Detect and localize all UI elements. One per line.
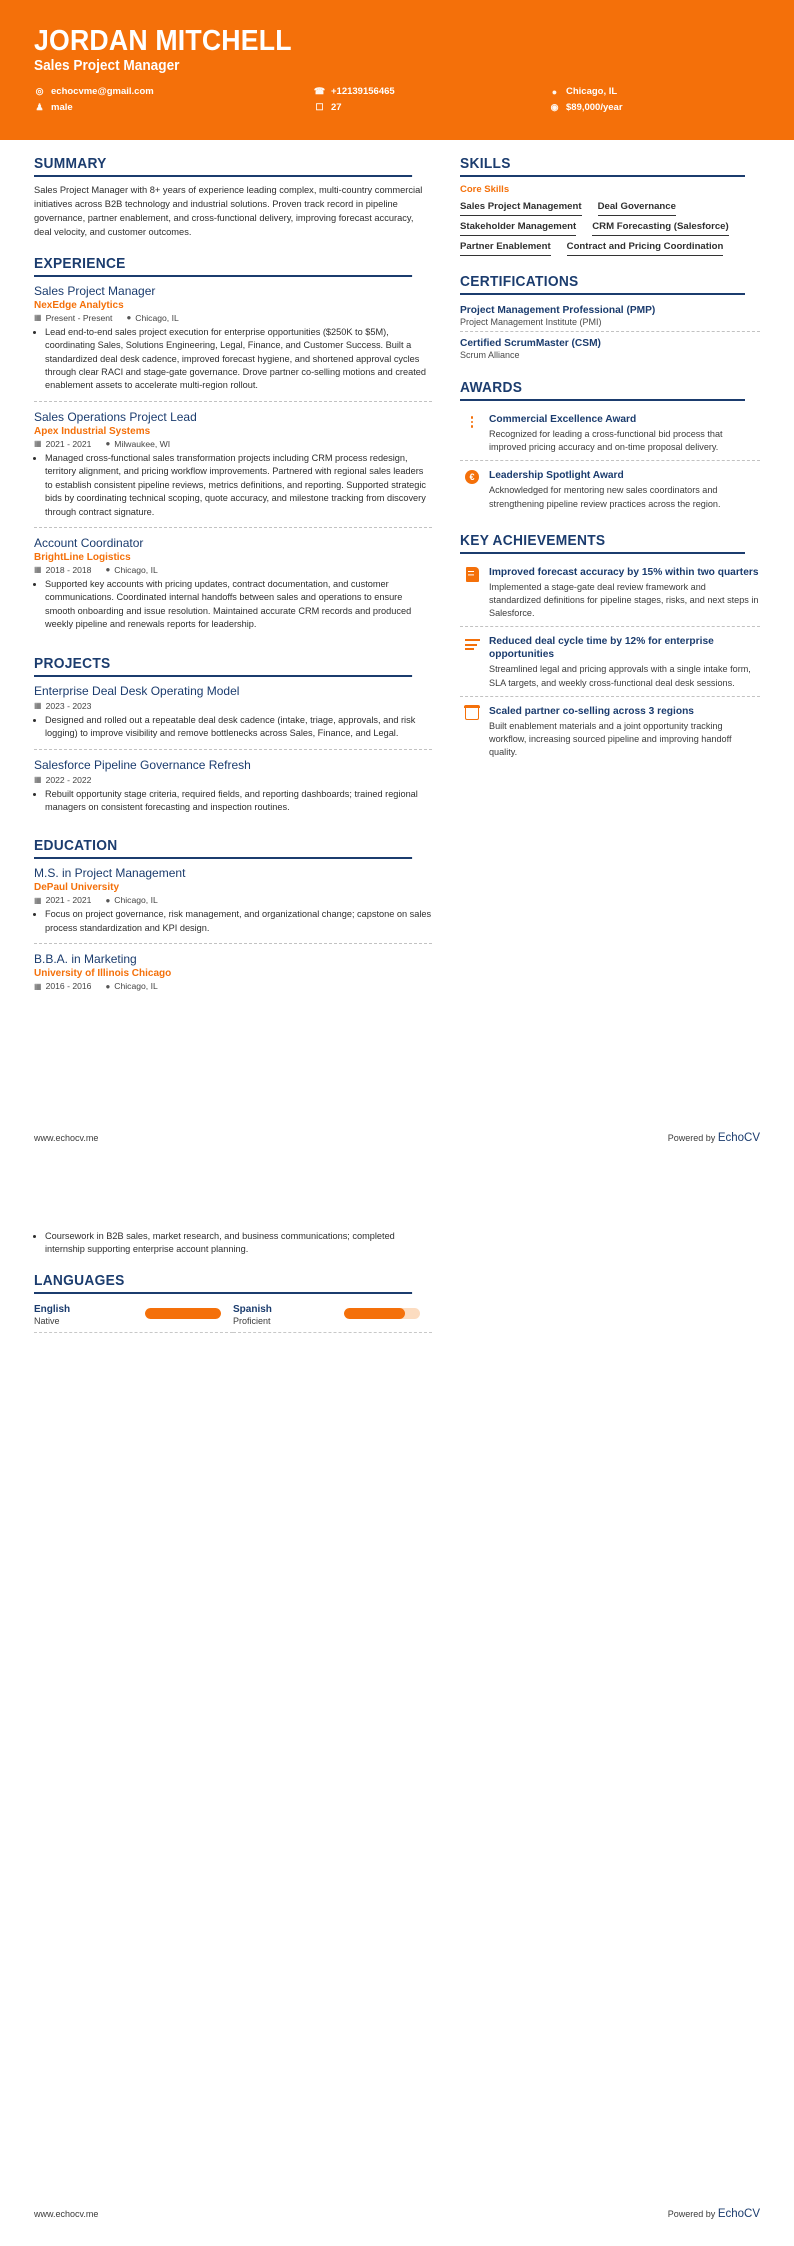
skills-list [460,198,760,258]
language-proficiency-bar [344,1308,420,1319]
entry-location: ● Chicago, IL [105,895,158,906]
education-title: EDUCATION [34,838,412,859]
entry-role: Sales Project Manager [34,283,156,298]
calendar-icon: ▦ [34,981,42,991]
section-languages [34,1273,432,1333]
certification-name: Certified ScrumMaster (CSM) [460,338,601,349]
language-level: Proficient [233,1315,271,1326]
entry-location: ● Chicago, IL [105,564,158,575]
bullet: • Managed cross-functional sales transformation projects including CRM process redesign, territory alignment, and pricing workflow improvements. Partnered with regional sales leaders to establish consistent pipeline reviews, metrics definitions, and reporting. Supported strategic bids by coordinating technical scoping, quote accuracy, and milestone tracking from discovery through contract signature. [45,452,432,519]
certifications-title: CERTIFICATIONS [460,274,745,295]
education-entry [34,943,432,1001]
education-entry [34,866,432,943]
footer-brand [668,1132,760,1144]
entry-company: NexEdge Analytics [34,299,124,311]
award-name: Leadership Spotlight Award [489,470,624,482]
award-item [460,408,760,460]
right-column-page2 [460,1230,760,1349]
contact-gender [34,102,314,113]
entry-dates: ▦ Present - Present [34,312,113,323]
section-certifications [460,274,760,364]
entry-dates: ▦ 2023 - 2023 [34,700,92,711]
entry-bullets [34,1230,432,1257]
bullet: • Designed and rolled out a repeatable deal desk cadence (intake, triage, approvals, and risk logging) to improve visibility and remove bottlenecks across Sales, Finance, and Legal. [45,714,432,741]
award-name: Commercial Excellence Award [489,414,637,425]
salary-icon: ◉ [550,102,559,113]
person-icon: ♟ [35,102,44,113]
section-projects [34,656,432,823]
certification-issuer: Scrum Alliance [460,350,520,360]
entry-location: ● Milwaukee, WI [105,438,171,449]
language-level: Native [34,1315,60,1326]
certification-item [460,302,760,331]
list-lines-icon [464,635,480,689]
bullet: • Coursework in B2B sales, market research, and business communications; completed internship supporting enterprise account planning. [45,1230,432,1257]
skill-item: Contract and Pricing Coordination [567,238,724,256]
entry-company: BrightLine Logistics [34,551,131,563]
skills-category: Core Skills [460,184,510,195]
award-item [460,460,760,516]
section-skills [460,156,760,258]
left-column-page2 [34,1230,432,1349]
location-pin-icon: ● [105,439,111,449]
achievement-description: Streamlined legal and pricing approvals with a single intake form, SLA targets, and weekly cross-functional deal desk sessions. [489,664,751,688]
section-awards [460,380,760,517]
contact-location-value: Chicago, IL [566,86,618,98]
bullet: • Supported key accounts with pricing updates, contract documentation, and customer communications. Coordinated internal handoffs between sales and operations to ensure smooth onboarding and issue resolution. Maintained accurate CRM records and produced weekly pipeline and renewals reports for leadership. [45,578,432,632]
entry-bullets [34,908,432,935]
entry-bullets [34,452,432,519]
language-name: Spanish [233,1303,272,1315]
location-pin-icon: ● [105,981,111,991]
awards-title: AWARDS [460,380,745,401]
contact-phone [314,86,549,97]
achievement-name: Scaled partner co-selling across 3 regions [489,705,694,717]
contact-email [34,86,314,97]
certification-item [460,331,760,364]
summary-text: Sales Project Manager with 8+ years of experience leading complex, multi-country commercial initiatives across B2B technology and industrial solutions. Proven track record in pipeline governance, partner enablement, and cross-functional delivery, improving forecast accuracy, deal velocity, and customer outcomes. [34,185,423,237]
experience-entry [34,284,432,401]
footer-website[interactable]: www.echocv.me [34,2209,99,2219]
right-column [460,156,760,1017]
certification-issuer: Project Management Institute (PMI) [460,317,602,327]
entry-bullets [34,788,432,815]
footer-website[interactable]: www.echocv.me [34,1133,99,1143]
calendar-icon: ▦ [34,775,42,784]
entry-meta [34,775,432,785]
candidate-job-title: Sales Project Manager [34,58,180,75]
entry-degree: B.B.A. in Marketing [34,952,137,967]
skill-item: Sales Project Management [460,198,582,216]
experience-entry [34,401,432,527]
footer-brand-name: EchoCV [717,1132,760,1144]
skill-item: Partner Enablement [460,238,551,256]
bullet: • Lead end-to-end sales project execution for enterprise opportunities ($250K to $5M), coordinating Sales, Solutions Engineering, Legal, Finance, and Customer Success. Built a standardized deal desk cadence, improved forecast hygiene, and shortened approval cycles through clear RACI and stage-gate governance. Drove partner co-selling motions and created enablement assets to accelerate multi-region rollout. [45,326,432,393]
entry-dates: ▦ 2016 - 2016 [34,981,92,992]
section-key-achievements [460,533,760,766]
summary-title: SUMMARY [34,156,412,177]
entry-bullets [34,326,432,393]
education-continued [34,1230,432,1257]
document-icon [464,566,480,621]
entry-location: ● Chicago, IL [105,981,158,992]
experience-entry [34,527,432,640]
experience-title: EXPERIENCE [34,256,412,277]
contact-age-value: 27 [331,102,342,114]
languages-title: LANGUAGES [34,1273,412,1294]
achievement-item [460,626,760,695]
calendar-icon: ▦ [34,895,42,905]
page-footer [34,2208,760,2220]
footer-powered-label: Powered by [667,2209,718,2219]
resume-header [0,0,794,140]
calendar-icon: ▦ [34,313,42,323]
resume-body-page2 [0,1170,794,1349]
achievement-item [460,696,760,766]
language-item [34,1301,233,1333]
language-name: English [34,1303,71,1315]
entry-dates: ▦ 2021 - 2021 [34,895,92,906]
contact-salary-value: $89,000/year [566,102,623,114]
contact-location [549,86,760,97]
location-pin-icon: ● [126,313,132,323]
entry-dates: ▦ 2022 - 2022 [34,774,92,785]
achievement-name: Improved forecast accuracy by 15% within two quarters [489,566,759,578]
section-education [34,838,432,1001]
calendar-icon: ▦ [34,439,42,449]
bullet: • Rebuilt opportunity stage criteria, required fields, and reporting dashboards; trained regional managers on consistent forecasting and inspection routines. [45,788,432,815]
entry-role: Salesforce Pipeline Governance Refresh [34,757,251,772]
skill-item: Deal Governance [598,198,676,216]
entry-meta [34,565,432,575]
achievement-description: Built enablement materials and a joint opportunity tracking workflow, increasing sourced pipeline and improving handoff quality. [489,720,732,758]
entry-bullets [34,578,432,632]
entry-meta [34,981,432,991]
skills-title: SKILLS [460,156,745,177]
footer-brand [668,2208,760,2220]
page-footer [34,1132,760,1144]
entry-company: Apex Industrial Systems [34,425,151,437]
candidate-name: JORDAN MITCHELL [34,25,292,57]
project-entry [34,684,432,749]
coin-euro-icon: € [464,469,480,510]
skill-item: Stakeholder Management [460,218,576,236]
entry-bullets [34,714,432,741]
languages-list [34,1301,432,1333]
contact-gender-value: male [51,102,73,114]
location-pin-icon: ● [551,86,558,97]
entry-meta [34,895,432,905]
section-summary [34,156,432,240]
calendar-icon: ▦ [34,701,42,711]
entry-school: DePaul University [34,882,120,894]
contact-age [314,102,549,113]
resume-page-2 [0,1170,794,2246]
award-description: Acknowledged for mentoring new sales coordinators and strengthening pipeline review practices across the region. [489,485,721,509]
contact-email-value: echocvme@gmail.com [51,86,154,98]
calendar-icon [464,705,480,760]
entry-location: ● Chicago, IL [126,312,179,323]
award-description: Recognized for leading a cross-functional bid process that improved pricing accuracy and on-time proposal delivery. [489,429,723,453]
entry-role: Sales Operations Project Lead [34,409,197,424]
achievement-item [460,561,760,627]
location-pin-icon: ● [105,895,111,905]
calendar-icon: ☐ [315,102,324,113]
left-column [34,156,432,1017]
language-item [233,1301,432,1333]
bullet: • Focus on project governance, risk management, and organizational change; capstone on sales process standardization and KPI design. [45,908,432,935]
section-experience [34,256,432,640]
calendar-icon: ▦ [34,565,42,575]
language-proficiency-bar [145,1308,221,1319]
entry-dates: ▦ 2018 - 2018 [34,564,92,575]
entry-role: Account Coordinator [34,535,144,550]
email-icon: ◎ [35,86,44,97]
vertical-dots-icon [464,413,480,454]
resume-body [0,140,794,1017]
entry-dates: ▦ 2021 - 2021 [34,438,92,449]
skill-item: CRM Forecasting (Salesforce) [592,218,728,236]
entry-role: Enterprise Deal Desk Operating Model [34,683,240,698]
project-entry [34,749,432,823]
key-achievements-title: KEY ACHIEVEMENTS [460,533,745,554]
entry-meta [34,439,432,449]
achievement-name: Reduced deal cycle time by 12% for enterprise opportunities [489,636,714,661]
location-pin-icon: ● [105,565,111,575]
contact-salary [549,102,760,113]
contact-details [34,86,760,113]
contact-phone-value: +12139156465 [331,86,395,98]
entry-meta [34,313,432,323]
entry-degree: M.S. in Project Management [34,866,186,881]
entry-school: University of Illinois Chicago [34,968,172,980]
certification-name: Project Management Professional (PMP) [460,305,656,316]
phone-icon: ☎ [313,86,326,97]
projects-title: PROJECTS [34,656,412,677]
footer-powered-label: Powered by [667,1133,718,1143]
achievement-description: Implemented a stage-gate deal review framework and standardized definitions for pipeline stages, risks, and next steps in Salesforce. [489,581,759,619]
entry-meta [34,701,432,711]
footer-brand-name: EchoCV [717,2208,760,2220]
